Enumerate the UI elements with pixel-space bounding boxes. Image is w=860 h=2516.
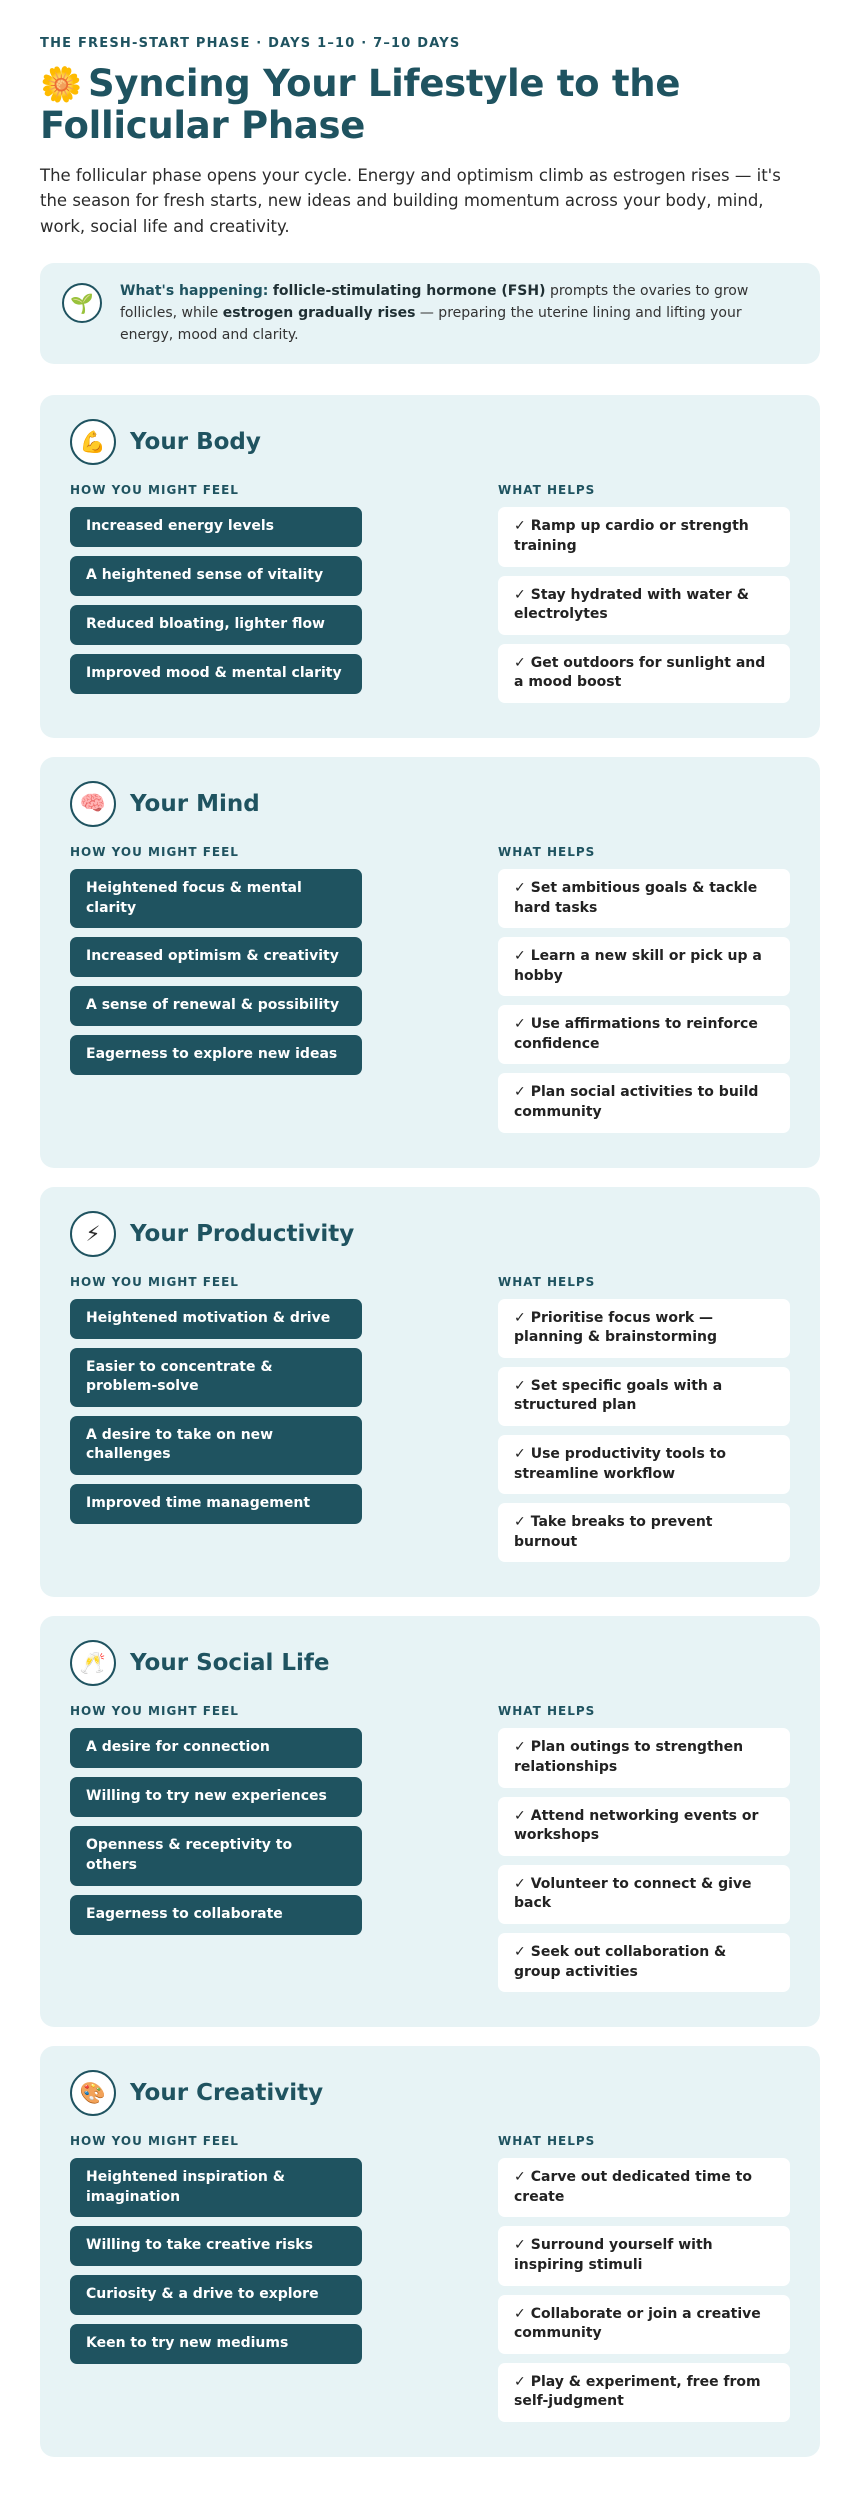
section-your-mind bbox=[40, 757, 820, 1168]
help-item bbox=[498, 1797, 790, 1856]
page-title bbox=[40, 63, 820, 147]
checkmark-icon: ✓ bbox=[514, 654, 526, 671]
help-item bbox=[498, 1865, 790, 1924]
feel-item: Eagerness to collaborate bbox=[70, 1895, 362, 1935]
help-item bbox=[498, 2226, 790, 2285]
help-item-text: Take breaks to prevent burnout bbox=[514, 1514, 713, 1550]
help-item bbox=[498, 937, 790, 996]
feel-item: Openness & receptivity to others bbox=[70, 1826, 362, 1885]
checkmark-icon: ✓ bbox=[514, 1943, 526, 1960]
checkmark-icon: ✓ bbox=[514, 1016, 526, 1033]
page bbox=[40, 36, 820, 2457]
section-your-productivity bbox=[40, 1187, 820, 1598]
feel-item: A heightened sense of vitality bbox=[70, 556, 362, 596]
feel-item: A desire for connection bbox=[70, 1728, 362, 1768]
helps-column-heading: WHAT HELPS bbox=[498, 1704, 596, 1719]
help-item-text: Prioritise focus work — planning & brainstorming bbox=[514, 1309, 718, 1346]
feel-item: Increased energy levels bbox=[70, 507, 362, 547]
feel-column-heading: HOW YOU MIGHT FEEL bbox=[70, 844, 239, 859]
checkmark-icon: ✓ bbox=[514, 1875, 526, 1892]
callout-text-2: — preparing the uterine lining and lifting your energy, mood and clarity. bbox=[120, 304, 742, 343]
feel-column bbox=[70, 483, 362, 712]
feel-item: Heightened focus & mental clarity bbox=[70, 869, 362, 928]
checkmark-icon: ✓ bbox=[514, 586, 526, 603]
section-title: Your Social Life bbox=[130, 1650, 330, 1677]
checkmark-icon: ✓ bbox=[514, 518, 526, 535]
feel-item: Keen to try new mediums bbox=[70, 2324, 362, 2364]
clinking-glasses-icon: 🥂 bbox=[70, 1640, 116, 1686]
artist-palette-icon: 🎨 bbox=[70, 2070, 116, 2116]
help-item-text: Ramp up cardio or strength training bbox=[514, 518, 749, 554]
feel-column bbox=[70, 2134, 362, 2431]
help-item-text: Surround yourself with inspiring stimuli bbox=[514, 2237, 713, 2273]
feel-column-heading: HOW YOU MIGHT FEEL bbox=[70, 1274, 239, 1289]
checkmark-icon: ✓ bbox=[514, 1446, 526, 1463]
helps-column bbox=[498, 1275, 790, 1572]
feel-column-heading: HOW YOU MIGHT FEEL bbox=[70, 2134, 239, 2149]
help-item-text: Set ambitious goals & tackle hard tasks bbox=[514, 879, 758, 916]
section-title: Your Body bbox=[130, 429, 261, 456]
section-title: Your Productivity bbox=[130, 1220, 355, 1247]
help-item-text: Set specific goals with a structured plan bbox=[514, 1377, 723, 1414]
checkmark-icon: ✓ bbox=[514, 1807, 526, 1824]
help-item-text: Plan outings to strengthen relationships bbox=[514, 1739, 744, 1775]
helps-column bbox=[498, 845, 790, 1142]
section-columns bbox=[70, 845, 790, 1142]
help-item-text: Play & experiment, free from self-judgment bbox=[514, 2373, 761, 2410]
feel-item: Easier to concentrate & problem-solve bbox=[70, 1348, 362, 1407]
feel-column-heading: HOW YOU MIGHT FEEL bbox=[70, 483, 239, 498]
help-item bbox=[498, 2158, 790, 2217]
feel-item: A sense of renewal & possibility bbox=[70, 986, 362, 1026]
sections-container bbox=[40, 395, 820, 2457]
helps-column-heading: WHAT HELPS bbox=[498, 2134, 596, 2149]
checkmark-icon: ✓ bbox=[514, 948, 526, 965]
help-item bbox=[498, 869, 790, 928]
helps-column bbox=[498, 483, 790, 712]
page-title-text: Syncing Your Lifestyle to the Follicular Phase bbox=[40, 62, 681, 147]
helps-column bbox=[498, 1704, 790, 2001]
helps-column-heading: WHAT HELPS bbox=[498, 483, 596, 498]
seedling-icon: 🌱 bbox=[62, 283, 102, 323]
section-header bbox=[70, 2070, 790, 2116]
feel-item: Heightened inspiration & imagination bbox=[70, 2158, 362, 2217]
callout-bold-fsh: follicle-stimulating hormone (FSH) bbox=[272, 283, 546, 300]
feel-item: Improved time management bbox=[70, 1484, 362, 1524]
section-header bbox=[70, 1211, 790, 1257]
feel-column bbox=[70, 1704, 362, 2001]
help-item bbox=[498, 576, 790, 635]
section-header bbox=[70, 1640, 790, 1686]
help-item-text: Seek out collaboration & group activities bbox=[514, 1943, 727, 1980]
helps-column-heading: WHAT HELPS bbox=[498, 1274, 596, 1289]
checkmark-icon: ✓ bbox=[514, 879, 526, 896]
help-item bbox=[498, 2295, 790, 2354]
section-title: Your Creativity bbox=[130, 2080, 324, 2107]
help-item bbox=[498, 1367, 790, 1426]
section-title: Your Mind bbox=[130, 790, 260, 817]
help-item-text: Learn a new skill or pick up a hobby bbox=[514, 948, 762, 984]
callout-lead: What's happening: bbox=[120, 283, 269, 300]
help-item-text: Stay hydrated with water & electrolytes bbox=[514, 586, 749, 623]
help-item bbox=[498, 1435, 790, 1494]
feel-item: A desire to take on new challenges bbox=[70, 1416, 362, 1475]
help-item-text: Plan social activities to build community bbox=[514, 1084, 759, 1121]
checkmark-icon: ✓ bbox=[514, 2237, 526, 2254]
callout-bold-estrogen: estrogen gradually rises bbox=[222, 304, 416, 321]
helps-column-heading: WHAT HELPS bbox=[498, 844, 596, 859]
help-item bbox=[498, 644, 790, 703]
section-your-body bbox=[40, 395, 820, 738]
section-columns bbox=[70, 1704, 790, 2001]
help-item-text: Get outdoors for sunlight and a mood boost bbox=[514, 654, 766, 691]
help-item-text: Use productivity tools to streamline workflow bbox=[514, 1446, 726, 1482]
help-item bbox=[498, 1728, 790, 1787]
feel-item: Curiosity & a drive to explore bbox=[70, 2275, 362, 2315]
feel-item: Reduced bloating, lighter flow bbox=[70, 605, 362, 645]
help-item-text: Attend networking events or workshops bbox=[514, 1807, 759, 1844]
flexed-bicep-icon: 💪 bbox=[70, 419, 116, 465]
help-item bbox=[498, 1073, 790, 1132]
checkmark-icon: ✓ bbox=[514, 1514, 526, 1531]
help-item bbox=[498, 1299, 790, 1358]
feel-column bbox=[70, 1275, 362, 1572]
checkmark-icon: ✓ bbox=[514, 2169, 526, 2186]
checkmark-icon: ✓ bbox=[514, 2373, 526, 2390]
callout-text bbox=[120, 281, 790, 346]
section-columns bbox=[70, 1275, 790, 1572]
section-header bbox=[70, 419, 790, 465]
feel-item: Eagerness to explore new ideas bbox=[70, 1035, 362, 1075]
help-item-text: Carve out dedicated time to create bbox=[514, 2169, 752, 2205]
section-your-social-life bbox=[40, 1616, 820, 2027]
feel-column-heading: HOW YOU MIGHT FEEL bbox=[70, 1704, 239, 1719]
section-columns bbox=[70, 2134, 790, 2431]
checkmark-icon: ✓ bbox=[514, 2305, 526, 2322]
checkmark-icon: ✓ bbox=[514, 1084, 526, 1101]
help-item bbox=[498, 2363, 790, 2422]
eyebrow: THE FRESH-START PHASE · DAYS 1–10 · 7–10 DAYS bbox=[40, 36, 461, 51]
feel-column bbox=[70, 845, 362, 1142]
help-item bbox=[498, 1933, 790, 1992]
feel-item: Willing to take creative risks bbox=[70, 2226, 362, 2266]
section-header bbox=[70, 781, 790, 827]
help-item-text: Collaborate or join a creative community bbox=[514, 2305, 761, 2342]
feel-item: Improved mood & mental clarity bbox=[70, 654, 362, 694]
help-item bbox=[498, 507, 790, 566]
feel-item: Willing to try new experiences bbox=[70, 1777, 362, 1817]
help-item bbox=[498, 1005, 790, 1064]
callout-text-1: prompts the ovaries to grow follicles, while bbox=[120, 283, 749, 321]
section-columns bbox=[70, 483, 790, 712]
helps-column bbox=[498, 2134, 790, 2431]
feel-item: Heightened motivation & drive bbox=[70, 1299, 362, 1339]
section-your-creativity bbox=[40, 2046, 820, 2457]
sunflower-icon: 🌼 bbox=[40, 65, 83, 105]
help-item bbox=[498, 1503, 790, 1562]
feel-item: Increased optimism & creativity bbox=[70, 937, 362, 977]
checkmark-icon: ✓ bbox=[514, 1309, 526, 1326]
whats-happening-callout bbox=[40, 263, 820, 364]
intro-paragraph: The follicular phase opens your cycle. Energy and optimism climb as estrogen rises — it's the season for fresh starts, new ideas and building momentum across your body, mind, work, social life and creativity. bbox=[40, 165, 781, 236]
brain-icon: 🧠 bbox=[70, 781, 116, 827]
help-item-text: Use affirmations to reinforce confidence bbox=[514, 1016, 758, 1052]
checkmark-icon: ✓ bbox=[514, 1377, 526, 1394]
lightning-icon: ⚡ bbox=[70, 1211, 116, 1257]
help-item-text: Volunteer to connect & give back bbox=[514, 1875, 752, 1912]
checkmark-icon: ✓ bbox=[514, 1739, 526, 1756]
